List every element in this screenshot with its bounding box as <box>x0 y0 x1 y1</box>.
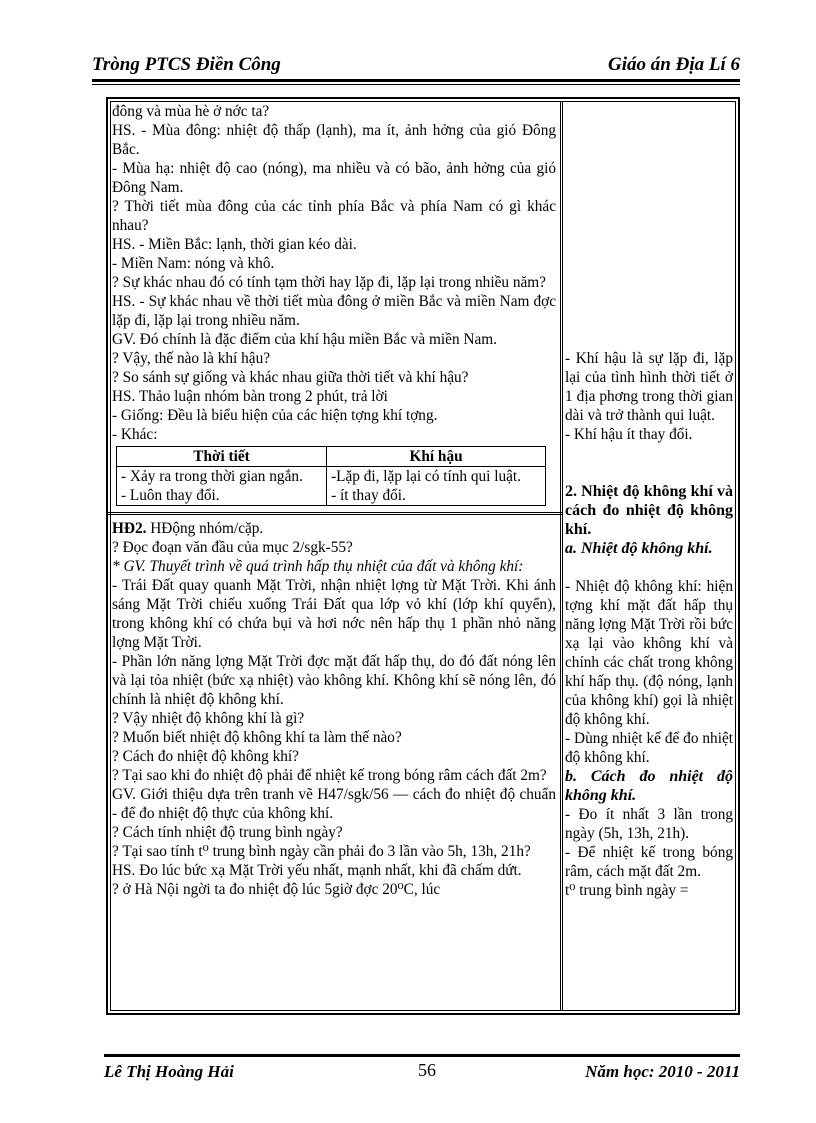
climate-definition: - Khí hậu là sự lặp đi, lặp lại của tình hình thời tiết ở 1 địa phơng trong thời gian dài và trở thành qui luật. <box>565 350 733 424</box>
column-divider <box>560 101 563 1011</box>
table-cell: -Lặp đi, lặp lại có tính qui luật. - ít thay đổi. <box>327 467 546 506</box>
text-line: GV. Đó chính là đặc điểm của khí hậu miền Bắc và miền Nam. <box>112 331 498 348</box>
text-line: HS. - Miền Bắc: lạnh, thời gian kéo dài. <box>112 236 357 253</box>
question-line: ? ở Hà Nội ngời ta đo nhiệt độ lúc 5giờ đợc 20⁰C, lúc <box>112 881 441 898</box>
text-line: - Mùa hạ: nhiệt độ cao (nóng), ma nhiều và có bão, ảnh hởng của gió Đông Nam. <box>112 160 556 196</box>
subsection-heading-b: b. Cách đo nhiệt độ không khí. <box>565 768 733 804</box>
question-line: ? Thời tiết mùa đông của các tỉnh phía Bắc và phía Nam có gì khác nhau? <box>112 198 556 234</box>
content-column <box>565 102 733 900</box>
school-year: Năm học: 2010 - 2011 <box>585 1062 740 1081</box>
text-line: HS. - Sự khác nhau về thời tiết mùa đông ở miền Bắc và miền Nam đợc lặp đi, lặp lại trong nhiều năm. <box>112 293 556 329</box>
document-title: Giáo án Địa Lí 6 <box>608 54 740 75</box>
question-line: ? Sự khác nhau đó có tính tạm thời hay lặp đi, lặp lại trong nhiều năm? <box>112 274 546 291</box>
text-line: - Miền Nam: nóng và khô. <box>112 255 275 272</box>
average-formula: t⁰ trung bình ngày = <box>565 882 689 899</box>
measure-rule-1: - Đo ít nhất 3 lần trong ngày (5h, 13h, 21h). <box>565 806 733 842</box>
table-header-row <box>117 447 546 467</box>
question-line: ? Cách đo nhiệt độ không khí? <box>112 748 299 765</box>
table-header: Khí hậu <box>327 447 546 467</box>
header-rule-thin <box>92 84 740 85</box>
author-name: Lê Thị Hoàng Hải <box>104 1062 234 1081</box>
question-line: ? Tại sao khi đo nhiệt độ phải để nhiệt kế trong bóng râm cách đất 2m? <box>112 767 547 784</box>
text-line: - Phần lớn năng lợng Mặt Trời đợc mặt đất hấp thụ, do đó đất nóng lên và lại tỏa nhiệt (bức xạ nhiệt) vào không khí. Không khí sẽ nóng lên, đó chính là nhiệt độ không khí. <box>112 653 556 708</box>
teacher-note: * GV. Thuyết trình về quá trình hấp thụ nhiệt của đất và không khí: <box>112 558 524 575</box>
text-line: đông và mùa hè ở nớc ta? <box>112 103 270 120</box>
question-line: ? Muốn biết nhiệt độ không khí ta làm thế nào? <box>112 729 402 746</box>
footer-rule <box>104 1054 740 1057</box>
page-number: 56 <box>418 1060 436 1080</box>
text-line: - Giống: Đều là biểu hiện của các hiện tợng khí tợng. <box>112 407 438 424</box>
temperature-tool: - Dùng nhiệt kế để đo nhiệt độ không khí. <box>565 730 733 766</box>
measure-rule-2: - Để nhiệt kế trong bóng râm, cách mặt đất 2m. <box>565 844 733 880</box>
question-line: ? Cách tính nhiệt độ trung bình ngày? <box>112 824 343 841</box>
section-rule <box>106 512 562 515</box>
question-line: ? So sánh sự giống và khác nhau giữa thời tiết và khí hậu? <box>112 369 469 386</box>
text-line: HS. Đo lúc bức xạ Mặt Trời yếu nhất, mạnh nhất, khi đã chấm dứt. <box>112 862 522 879</box>
text-line: - Khác: <box>112 426 158 443</box>
text-line: HS. - Mùa đông: nhiệt độ thấp (lạnh), ma ít, ảnh hởng của gió Đông Bắc. <box>112 122 556 158</box>
header-rule <box>92 79 740 82</box>
table-cell: - Xảy ra trong thời gian ngắn. - Luôn thay đổi. <box>117 467 327 506</box>
climate-note: - Khí hậu ít thay đổi. <box>565 426 693 443</box>
school-name: Tròng PTCS Điền Công <box>92 54 281 75</box>
table-header: Thời tiết <box>117 447 327 467</box>
question-line: ? Đọc đoạn văn đầu của mục 2/sgk-55? <box>112 539 353 556</box>
question-line: ? Vậy, thế nào là khí hậu? <box>112 350 271 367</box>
text-line: GV. Giới thiệu dựa trên tranh vẽ H47/sgk/56 — cách đo nhiệt độ chuẩn - để đo nhiệt độ thực của không khí. <box>112 786 556 822</box>
question-line: ? Vậy nhiệt độ không khí là gì? <box>112 710 305 727</box>
table-row <box>117 467 546 506</box>
page-header <box>92 52 740 82</box>
section-heading: 2. Nhiệt độ không khí và cách đo nhiệt độ không khí. <box>565 483 733 538</box>
question-line: ? Tại sao tính t⁰ trung bình ngày cần phải đo 3 lần vào 5h, 13h, 21h? <box>112 843 531 860</box>
activity-heading: HĐ2. HĐộng nhóm/cặp. <box>112 520 264 537</box>
page-footer <box>104 1054 740 1082</box>
text-line: - Trái Đất quay quanh Mặt Trời, nhận nhiệt lợng từ Mặt Trời. Khi ánh sáng Mặt Trời chiếu xuống Trái Đất qua lớp vỏ khí (lớp khí quyển), trong không khí có chứa bụi và hơi nớc nên hấp thụ 1 phần nhỏ năng lợng Mặt Trời. <box>112 577 556 651</box>
temperature-definition: - Nhiệt độ không khí: hiện tợng khí mặt đất hấp thụ năng lợng Mặt Trời rồi bức xạ lại vào không khí và chính các chất trong không khí hấp thụ. (độ nóng, lạnh của không khí) gọi là nhiệt độ không khí. <box>565 578 733 728</box>
teacher-student-column <box>112 102 556 899</box>
comparison-table <box>116 446 546 506</box>
subsection-heading-a: a. Nhiệt độ không khí. <box>565 540 713 557</box>
text-line: HS. Thảo luận nhóm bàn trong 2 phút, trả lời <box>112 388 388 405</box>
